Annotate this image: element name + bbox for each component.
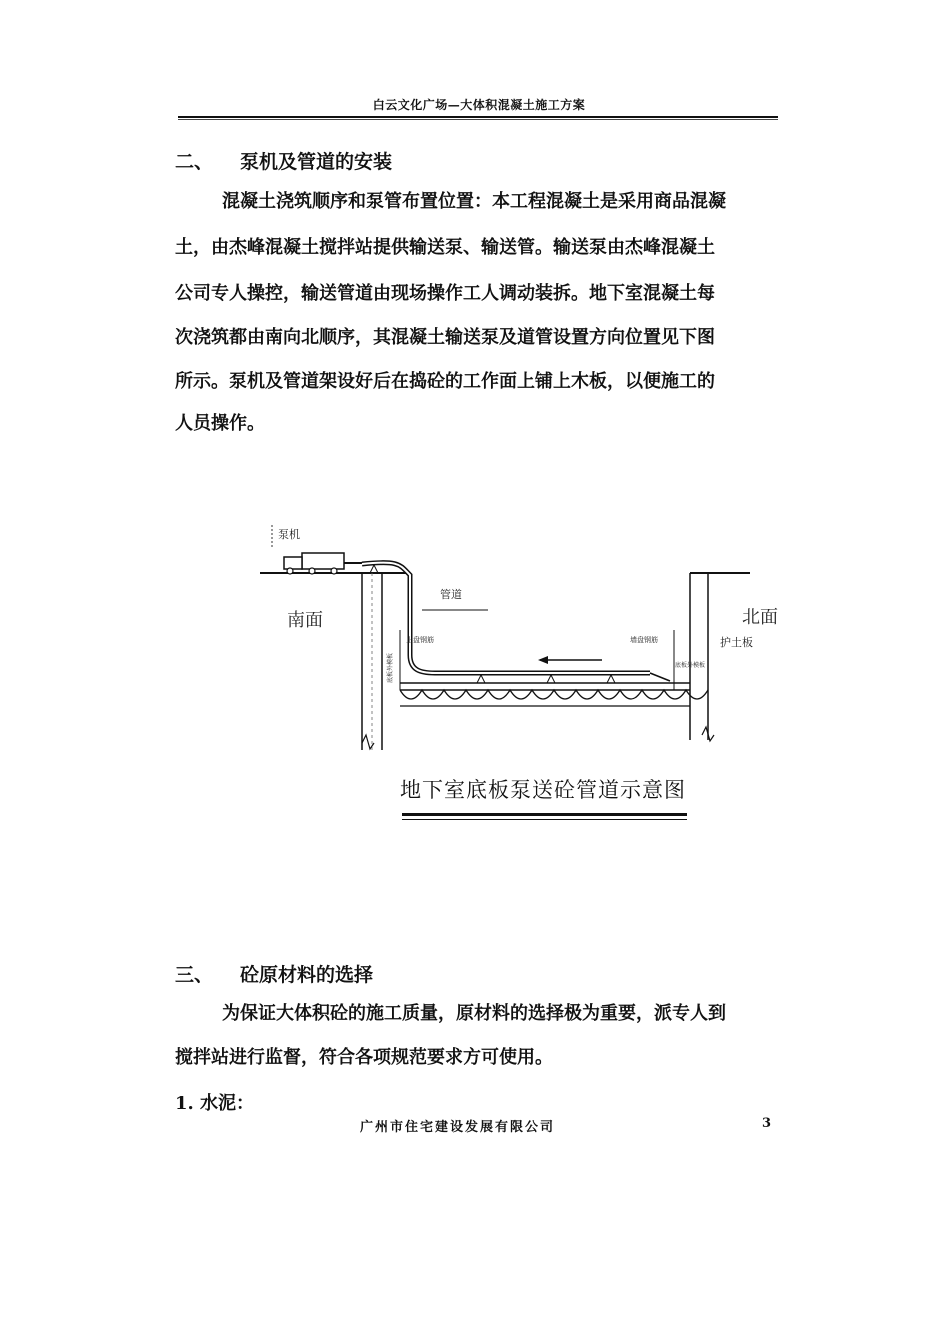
- pump-pipeline-diagram: [250, 515, 790, 755]
- diagram-caption: 地下室底板泵送砼管道示意图: [400, 778, 686, 802]
- section-2-title: 泵机及管道的安装: [240, 151, 393, 173]
- footer-company: 广州市住宅建设发展有限公司: [360, 1120, 556, 1135]
- section-3-number: 三、: [175, 964, 214, 986]
- section-3-paragraph-line: 为保证大体积砼的施工质量，原材料的选择极为重要，派专人到: [222, 1003, 726, 1024]
- south-label: 南面: [287, 610, 323, 631]
- left-formwork-label: 底板外模板: [387, 652, 394, 683]
- retaining-plate-label: 护土板: [720, 636, 753, 649]
- pump-truck-icon: [284, 553, 362, 574]
- page-number: 3: [762, 1116, 772, 1131]
- document-header-title: 白云文化广场—大体积混凝土施工方案: [372, 98, 586, 112]
- caption-rule-thin: [402, 819, 687, 820]
- north-label: 北面: [742, 607, 778, 628]
- section-2-paragraph-line: 混凝土浇筑顺序和泵管布置位置：本工程混凝土是采用商品混凝: [222, 191, 726, 212]
- section-2-paragraph-line: 公司专人操控，输送管道由现场操作工人调动装拆。地下室混凝土每: [175, 283, 715, 304]
- section-2-paragraph-line: 人员操作。: [175, 413, 265, 434]
- right-rebar-label: 墙盘钢筋: [630, 636, 658, 644]
- section-3-paragraph-line: 搅拌站进行监督，符合各项规范要求方可使用。: [175, 1047, 553, 1068]
- pipe-label: 管道: [440, 588, 462, 601]
- section-3-title: 砼原材料的选择: [240, 964, 374, 986]
- section-2-paragraph-line: 所示。泵机及管道架设好后在捣砼的工作面上铺上木板，以便施工的: [175, 371, 715, 392]
- slab-support-arches: [400, 690, 708, 706]
- right-formwork-label: 底板外模板: [675, 662, 706, 669]
- cement-item-heading: 1. 水泥：: [175, 1093, 255, 1114]
- left-rebar-label: 止盘钢筋: [406, 636, 434, 644]
- header-rule: [178, 116, 778, 118]
- header-rule-thin: [178, 119, 778, 120]
- pump-label: 泵机: [278, 528, 300, 541]
- section-2-paragraph-line: 土，由杰峰混凝土搅拌站提供输送泵、输送管。输送泵由杰峰混凝土: [175, 237, 715, 258]
- section-2-number: 二、: [175, 151, 214, 173]
- caption-rule: [402, 813, 687, 816]
- concrete-pipe: [362, 563, 650, 673]
- section-2-paragraph-line: 次浇筑都由南向北顺序，其混凝土输送泵及道管设置方向位置见下图: [175, 327, 715, 348]
